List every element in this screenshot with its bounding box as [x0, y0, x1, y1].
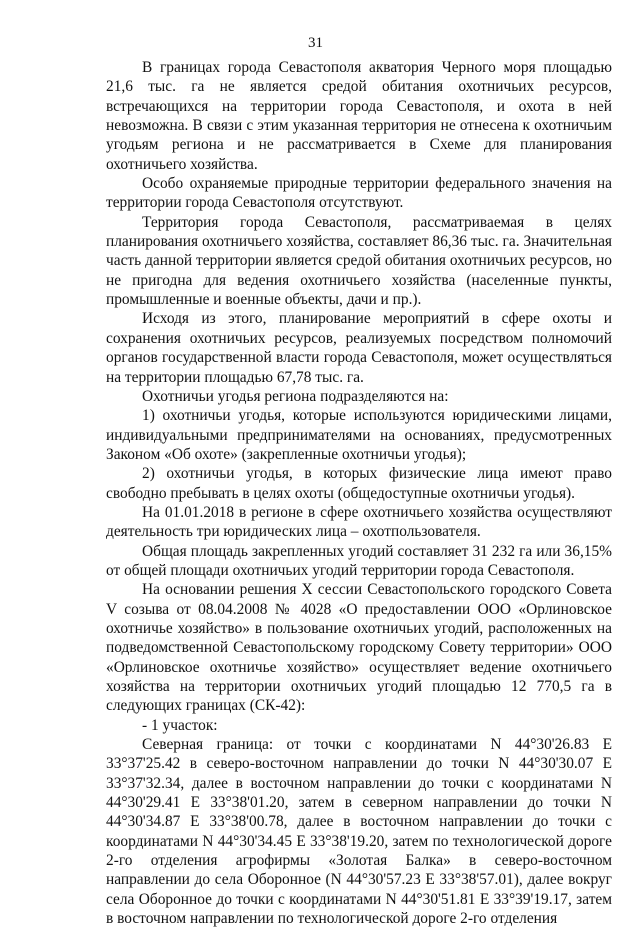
paragraph-council-decision: На основании решения X сессии Севастопольского городского Совета V созыва от 08.04.2008 № 4028 «О предоставлении ООО «Орлиновское охотничье хозяйство» в пользование охотничьих угодий, расположенных на подведомственной Севастопольскому городскому Совету территории» ООО «Орлиновское охотничье хозяйство» осуществляет ведение охотничьего хозяйства на территории охотничьих угодий площадью 12 770,5 га в следующих границах (СК-42):: [106, 581, 612, 715]
paragraph-protected-areas: Особо охраняемые природные территории федерального значения на территории города Севастополя отсутствуют.: [106, 175, 612, 212]
paragraph-territory-area: Территория города Севастополя, рассматриваемая в целях планирования охотничьего хозяйства, составляет 86,36 тыс. га. Значительная часть данной территории является средой обитания охотничьих ресурсов, но не пригодна для ведения охотничьего хозяйства (населенные пункты, промышленные и военные объекты, дачи и пр.).: [106, 213, 612, 309]
paragraph-assigned-area-total: Общая площадь закрепленных угодий составляет 31 232 га или 36,15% от общей площади охотничьих угодий территории города Севастополя.: [106, 542, 612, 579]
paragraph-planning-area: Исходя из этого, планирование мероприятий в сфере охоты и сохранения охотничьих ресурсов, реализуемых посредством полномочий органов государственной власти города Севастополя, может осуществляться на территории площадью 67,78 тыс. га.: [106, 310, 612, 386]
section-label-plot-1: - 1 участок:: [142, 716, 218, 734]
paragraph-hunting-users: На 01.01.2018 в регионе в сфере охотничьего хозяйства осуществляют деятельность три юридических лица – охотпользователя.: [106, 503, 612, 541]
page-number: 31: [308, 35, 323, 51]
paragraph-grounds-division: Охотничьи угодья региона подразделяются на:: [142, 387, 449, 405]
paragraph-black-sea-area: В границах города Севастополя акватория Черного моря площадью 21,6 тыс. га не является средой обитания охотничьих ресурсов, встречающихся на территории города Севастополя, и охота в ней невозможна. В связи с этим указанная территория не отнесена к охотничьим угодьям региона и не рассматривается в Схеме для планирования охотничьего хозяйства.: [106, 59, 612, 173]
paragraph-north-border: Северная граница: от точки с координатами N 44°30'26.83 E 33°37'25.42 в северо-восточном направлении до точки N 44°30'30.07 E 33°37'32.34, далее в восточном направлении до точки с координатами N 44°30'29.41 E 33°38'01.20, затем в северном направлении до точки N 44°30'34.87 E 33°38'00.78, далее в восточном направлении до точки с координатами N 44°30'34.45 E 33°38'19.20, затем по технологической дороге 2-го отделения агрофирмы «Золотая Балка» в северо-восточном направлении до села Оборонное (N 44°30'57.23 E 33°38'57.01), далее вокруг села Оборонное до точки с координатами N 44°30'51.81 E 33°39'19.17, затем в восточном направлении по технологической дороге 2-го отделения: [106, 736, 612, 928]
list-item-public-grounds: 2) охотничьи угодья, в которых физические лица имеют право свободно пребывать в целях охоты (общедоступные охотничьи угодья).: [106, 465, 612, 502]
page-body: [106, 58, 612, 928]
list-item-assigned-grounds: 1) охотничьи угодья, которые используются юридическими лицами, индивидуальными предпринимателями на основаниях, предусмотренных Законом «Об охоте» (закрепленные охотничьи угодья);: [106, 407, 612, 463]
